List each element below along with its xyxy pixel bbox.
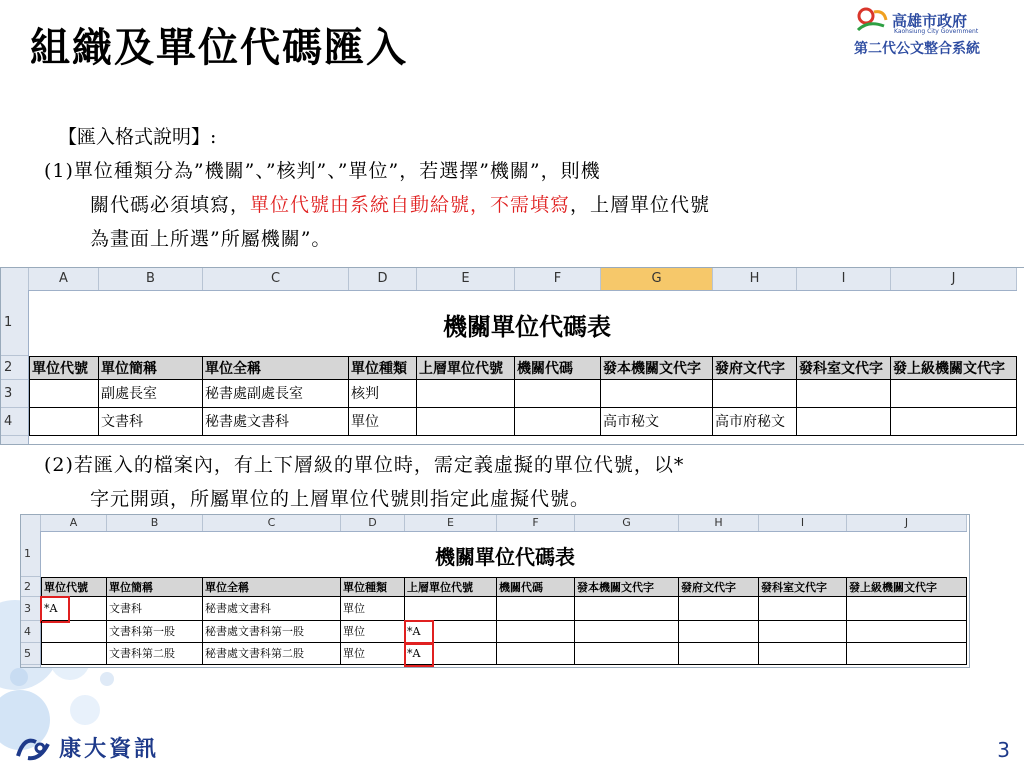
column-header-g[interactable]: G — [575, 515, 679, 531]
kangda-logo — [14, 732, 159, 763]
table-header-cell[interactable]: 發府文代字 — [679, 577, 759, 597]
table-cell[interactable]: *A — [405, 643, 497, 665]
column-header-b[interactable]: B — [107, 515, 203, 531]
table-header-cell[interactable]: 單位種類 — [349, 356, 417, 380]
row-header-4[interactable]: 4 — [1, 408, 28, 436]
table-cell[interactable] — [417, 380, 515, 408]
column-headers — [21, 515, 967, 532]
table-cell[interactable]: *A — [405, 621, 497, 643]
table-header-cell[interactable]: 機關代碼 — [515, 356, 601, 380]
logo-gov-name: 高雄市政府 — [892, 12, 968, 30]
table-cell[interactable] — [797, 380, 891, 408]
column-header-i[interactable]: I — [797, 268, 891, 290]
table-cell[interactable]: 秘書處文書科 — [203, 408, 349, 436]
column-header-c[interactable]: C — [203, 268, 349, 290]
table-header-cell[interactable]: 單位簡稱 — [107, 577, 203, 597]
table-header-cell[interactable]: 發科室文代字 — [759, 577, 847, 597]
column-header-e[interactable]: E — [417, 268, 515, 290]
table-header-cell[interactable]: 發科室文代字 — [797, 356, 891, 380]
column-header-h[interactable]: H — [713, 268, 797, 290]
logo-gov-english: Kaohsiung City Government — [894, 28, 979, 35]
column-header-c[interactable]: C — [203, 515, 341, 531]
p1-text-b: ，上層單位代號 — [570, 194, 711, 216]
table-header-cell[interactable]: 發本機關文代字 — [575, 577, 679, 597]
table-header-cell[interactable]: 發上級機關文代字 — [891, 356, 1017, 380]
table-cell[interactable]: 秘書處文書科第一股 — [203, 621, 341, 643]
table-cell[interactable]: 單位 — [341, 643, 405, 665]
column-header-i[interactable]: I — [759, 515, 847, 531]
table-cell[interactable]: 副處長室 — [99, 380, 203, 408]
table-cell[interactable] — [497, 621, 575, 643]
column-header-j[interactable]: J — [891, 268, 1017, 290]
table-cell[interactable]: 秘書處文書科第二股 — [203, 643, 341, 665]
table-cell[interactable]: 文書科 — [107, 597, 203, 621]
table-cell[interactable] — [41, 621, 107, 643]
table-cell[interactable]: 單位 — [349, 408, 417, 436]
table-cell[interactable] — [847, 597, 967, 621]
section-heading: 【匯入格式說明】: — [58, 126, 217, 148]
table-header-cell[interactable]: 上層單位代號 — [417, 356, 515, 380]
column-header-e[interactable]: E — [405, 515, 497, 531]
table-cell[interactable] — [847, 621, 967, 643]
table-cell[interactable] — [713, 380, 797, 408]
company-name: 康大資訊 — [59, 737, 160, 762]
table-header-cell[interactable]: 發上級機關文代字 — [847, 577, 967, 597]
table-header-cell[interactable]: 發本機關文代字 — [601, 356, 713, 380]
table-cell[interactable]: 秘書處副處長室 — [203, 380, 349, 408]
row-header-2[interactable]: 2 — [1, 356, 28, 380]
table-header-cell[interactable]: 單位種類 — [341, 577, 405, 597]
paragraph-1-line-3: 為畫面上所選”所屬機關”。 — [90, 228, 332, 250]
table-cell[interactable]: 高市府秘文 — [713, 408, 797, 436]
table-cell[interactable]: 高市秘文 — [601, 408, 713, 436]
table-cell[interactable] — [29, 408, 99, 436]
table-cell[interactable]: 文書科第一股 — [107, 621, 203, 643]
column-header-f[interactable]: F — [515, 268, 601, 290]
column-header-h[interactable]: H — [679, 515, 759, 531]
table-cell[interactable] — [515, 380, 601, 408]
column-header-a[interactable]: A — [41, 515, 107, 531]
table-cell[interactable]: *A — [41, 597, 107, 621]
table-cell[interactable]: 單位 — [341, 597, 405, 621]
table-cell[interactable] — [497, 643, 575, 665]
highlight-box — [404, 642, 434, 667]
table-header-cell[interactable]: 機關代碼 — [497, 577, 575, 597]
select-all-corner[interactable] — [1, 268, 29, 290]
column-header-b[interactable]: B — [99, 268, 203, 290]
sheet-title: 機關單位代碼表 — [435, 545, 575, 569]
table-cell[interactable] — [41, 643, 107, 665]
table-cell[interactable] — [575, 621, 679, 643]
column-header-g[interactable]: G — [601, 268, 713, 290]
row-header-4[interactable]: 4 — [21, 621, 40, 643]
column-header-a[interactable]: A — [29, 268, 99, 290]
table-cell[interactable]: 秘書處文書科 — [203, 597, 341, 621]
kangda-logo-icon — [14, 734, 54, 762]
table-cell[interactable] — [405, 597, 497, 621]
column-header-f[interactable]: F — [497, 515, 575, 531]
paragraph-2-line-2: 字元開頭，所屬單位的上層單位代號則指定此虛擬代號。 — [90, 488, 591, 510]
select-all-corner[interactable] — [21, 515, 41, 531]
row-header-3[interactable]: 3 — [21, 597, 40, 621]
table-header-cell[interactable]: 單位全稱 — [203, 356, 349, 380]
kaohsiung-logo-icon — [854, 6, 890, 38]
table-cell[interactable]: 文書科第二股 — [107, 643, 203, 665]
sheet-title: 機關單位代碼表 — [443, 312, 611, 342]
table-cell[interactable] — [575, 597, 679, 621]
table-cell[interactable] — [575, 643, 679, 665]
p1-text-red: 單位代號由系統自動給號，不需填寫 — [250, 194, 571, 216]
paragraph-1-line-1: (1)單位種類分為”機關”、”核判”、”單位”，若選擇”機關”，則機 — [44, 160, 601, 182]
column-header-d[interactable]: D — [341, 515, 405, 531]
p1-text-a: 關代碼必須填寫， — [90, 194, 251, 216]
table-header-cell[interactable]: 單位代號 — [41, 577, 107, 597]
row-header-2[interactable]: 2 — [21, 577, 40, 597]
table-header-cell[interactable]: 單位代號 — [29, 356, 99, 380]
table-cell[interactable]: 單位 — [341, 621, 405, 643]
table-cell[interactable]: 核判 — [349, 380, 417, 408]
paragraph-1-line-2 — [90, 190, 710, 217]
table-cell[interactable] — [759, 597, 847, 621]
table-cell[interactable] — [759, 621, 847, 643]
table-cell[interactable] — [679, 597, 759, 621]
page-number: 3 — [997, 738, 1010, 762]
table-cell[interactable] — [759, 643, 847, 665]
table-cell[interactable] — [797, 408, 891, 436]
table-cell[interactable] — [601, 380, 713, 408]
row-header-1[interactable]: 1 — [21, 531, 40, 577]
table-cell[interactable] — [679, 621, 759, 643]
table-cell[interactable] — [29, 380, 99, 408]
row-header-3[interactable]: 3 — [1, 380, 28, 408]
table-cell[interactable] — [847, 643, 967, 665]
row-header-1[interactable]: 1 — [1, 290, 28, 356]
slide-title: 組織及單位代碼匯入 — [30, 24, 408, 71]
table-header-cell[interactable]: 上層單位代號 — [405, 577, 497, 597]
kaohsiung-logo — [854, 6, 1014, 58]
table-cell[interactable] — [515, 408, 601, 436]
table-header-cell[interactable]: 發府文代字 — [713, 356, 797, 380]
table-header-cell[interactable]: 單位簡稱 — [99, 356, 203, 380]
table-header-cell[interactable]: 單位全稱 — [203, 577, 341, 597]
spreadsheet-2 — [20, 514, 970, 668]
logo-system-name: 第二代公文整合系統 — [854, 41, 980, 57]
column-headers — [1, 268, 1017, 291]
table-cell[interactable] — [679, 643, 759, 665]
paragraph-2-line-1: (2)若匯入的檔案內，有上下層級的單位時，需定義虛擬的單位代號，以* — [44, 454, 685, 476]
column-header-d[interactable]: D — [349, 268, 417, 290]
row-header-5[interactable]: 5 — [21, 643, 40, 665]
table-cell[interactable] — [891, 408, 1017, 436]
table-cell[interactable]: 文書科 — [99, 408, 203, 436]
column-header-j[interactable]: J — [847, 515, 967, 531]
highlight-box — [40, 596, 70, 623]
row-headers — [1, 290, 29, 444]
table-cell[interactable] — [891, 380, 1017, 408]
table-cell[interactable] — [417, 408, 515, 436]
row-headers — [21, 531, 41, 667]
table-cell[interactable] — [497, 597, 575, 621]
spreadsheet-1 — [0, 267, 1024, 445]
